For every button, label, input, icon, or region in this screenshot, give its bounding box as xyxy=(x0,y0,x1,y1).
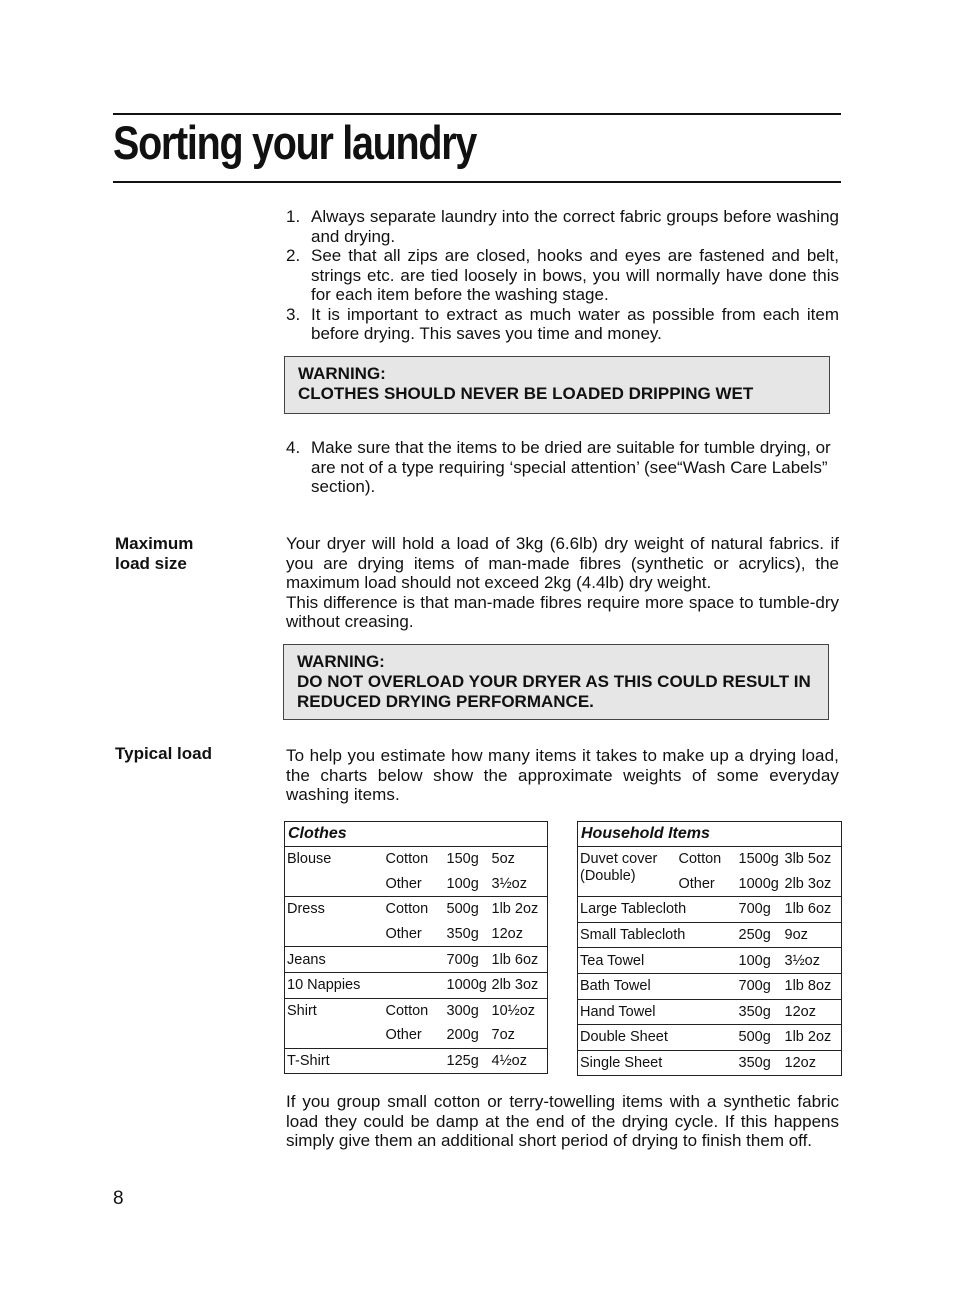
weight-imperial: 3lb 5oz xyxy=(784,851,832,868)
step-item xyxy=(286,438,839,497)
item-name: Tea Towel xyxy=(578,948,737,974)
table-row xyxy=(285,847,548,872)
item-name: Small Tablecloth xyxy=(578,922,737,948)
table-header: Household Items xyxy=(578,822,842,847)
fabric-type xyxy=(384,947,445,973)
weight-grams: 300g xyxy=(445,998,490,1023)
table-row xyxy=(578,1025,842,1051)
page-title: Sorting your laundry xyxy=(113,116,477,169)
fabric-type: Cotton xyxy=(385,851,429,868)
weight-imperial: 7oz xyxy=(491,1027,515,1044)
fabric-type: Other xyxy=(385,875,422,892)
household-items-weight-table xyxy=(577,821,842,1076)
fabric-type xyxy=(384,1048,445,1074)
table-header: Clothes xyxy=(285,822,548,847)
item-name: Blouse xyxy=(287,851,332,868)
item-name: Dress xyxy=(285,897,384,922)
item-name xyxy=(285,1023,384,1048)
weight-grams: 1000g xyxy=(738,875,779,892)
weight-grams: 350g xyxy=(737,1050,783,1076)
weight-grams: 700g xyxy=(737,973,783,999)
item-name: Bath Towel xyxy=(578,973,737,999)
step-item xyxy=(286,207,839,246)
page-number: 8 xyxy=(113,1188,124,1209)
clothes-weight-table xyxy=(284,821,548,1074)
weight-imperial: 9oz xyxy=(783,922,842,948)
sorting-steps-list-continued xyxy=(286,438,839,497)
table-row xyxy=(285,897,548,922)
weight-imperial: 12oz xyxy=(491,926,523,943)
table-row xyxy=(285,922,548,947)
table-row xyxy=(285,872,548,897)
paragraph: Your dryer will hold a load of 3kg (6.6lb) dry weight of natural fabrics. if you are drying items of man-made fibres (synthetic or acrylics), the maximum load should not exceed 2kg (4.4lb) dry weight. xyxy=(286,534,839,592)
table-row xyxy=(285,1048,548,1074)
item-name xyxy=(285,922,384,947)
weight-imperial: 4½oz xyxy=(490,1048,548,1074)
weight-imperial: 12oz xyxy=(783,1050,842,1076)
title-bottom-rule xyxy=(113,181,841,183)
fabric-type: Cotton xyxy=(678,851,722,868)
fabric-type: Other xyxy=(385,926,422,943)
section-heading-typical-load: Typical load xyxy=(115,744,212,763)
table-row xyxy=(578,973,842,999)
fabric-type: Cotton xyxy=(384,998,445,1023)
step-text: It is important to extract as much water as possible from each item before drying. This saves you time and money. xyxy=(311,304,839,343)
step-number: 1. xyxy=(286,207,301,226)
item-name: Hand Towel xyxy=(578,999,737,1025)
weight-imperial: 1lb 8oz xyxy=(783,973,842,999)
step-number: 4. xyxy=(286,438,301,457)
item-name: Double Sheet xyxy=(578,1025,737,1051)
item-name: 10 Nappies xyxy=(285,972,384,998)
weight-imperial: 1lb 2oz xyxy=(783,1025,842,1051)
step-text: See that all zips are closed, hooks and eyes are fastened and belt, strings etc. are tied loosely in bows, you will normally have done this for each item before the washing stage. xyxy=(311,246,839,304)
item-name xyxy=(285,872,384,897)
weight-grams: 200g xyxy=(446,1027,479,1044)
item-name: Large Tablecloth xyxy=(578,897,737,923)
warning-label: WARNING: xyxy=(297,652,385,671)
weight-imperial: 3½oz xyxy=(491,875,527,892)
typical-load-intro: To help you estimate how many items it takes to make up a drying load, the charts below show the approximate weights of some everyday washing items. xyxy=(286,746,839,804)
weight-grams: 1000g xyxy=(445,972,490,998)
step-number: 2. xyxy=(286,246,301,265)
section-heading-maximum-load xyxy=(115,534,193,573)
weight-grams: 350g xyxy=(446,926,479,943)
weight-grams: 150g xyxy=(446,851,479,868)
maximum-load-text xyxy=(286,534,839,632)
table-row xyxy=(578,847,842,872)
weight-grams: 500g xyxy=(737,1025,783,1051)
weight-grams: 700g xyxy=(737,897,783,923)
table-row xyxy=(578,948,842,974)
warning-text: CLOTHES SHOULD NEVER BE LOADED DRIPPING WET xyxy=(298,384,754,403)
item-name: Shirt xyxy=(285,998,384,1023)
weight-grams: 350g xyxy=(737,999,783,1025)
step-item xyxy=(286,246,839,305)
item-name: T-Shirt xyxy=(285,1048,384,1074)
weight-imperial: 1lb 6oz xyxy=(490,947,548,973)
weight-grams: 125g xyxy=(445,1048,490,1074)
heading-line: load size xyxy=(115,553,187,573)
warning-label: WARNING: xyxy=(298,364,386,383)
weight-imperial: 10½oz xyxy=(490,998,548,1023)
fabric-type xyxy=(384,972,445,998)
item-name: Single Sheet xyxy=(578,1050,737,1076)
item-name: Duvet cover (Double) xyxy=(580,851,658,884)
table-row xyxy=(578,922,842,948)
step-text: Always separate laundry into the correct fabric groups before washing and drying. xyxy=(311,207,839,246)
paragraph: This difference is that man-made fibres require more space to tumble-dry without creasing. xyxy=(286,592,839,631)
closing-paragraph: If you group small cotton or terry-towelling items with a synthetic fabric load they could be damp at the end of the drying cycle. If this happens simply give them an additional short period of drying to finish them off. xyxy=(286,1092,839,1150)
weight-grams: 700g xyxy=(445,947,490,973)
weight-imperial: 2lb 3oz xyxy=(784,875,832,892)
weight-imperial: 5oz xyxy=(491,851,515,868)
step-text: Make sure that the items to be dried are suitable for tumble drying, or are not of a type requiring ‘special attention’ (see“Wash Care Labels” section). xyxy=(311,438,831,496)
weight-imperial: 1lb 2oz xyxy=(490,897,548,922)
weight-grams: 100g xyxy=(446,875,479,892)
warning-box-dripping-wet xyxy=(284,356,830,414)
item-name: Jeans xyxy=(285,947,384,973)
table-row xyxy=(578,897,842,923)
weight-imperial: 3½oz xyxy=(783,948,842,974)
warning-text: DO NOT OVERLOAD YOUR DRYER AS THIS COULD RESULT IN REDUCED DRYING PERFORMANCE. xyxy=(297,672,811,711)
weight-grams: 100g xyxy=(737,948,783,974)
weight-imperial: 2lb 3oz xyxy=(490,972,548,998)
table-row xyxy=(285,1023,548,1048)
step-item xyxy=(286,305,839,344)
heading-line: Maximum xyxy=(115,534,194,553)
warning-box-overload xyxy=(283,644,829,720)
table-row xyxy=(285,947,548,973)
fabric-type: Other xyxy=(385,1027,422,1044)
table-row xyxy=(578,1050,842,1076)
fabric-type: Other xyxy=(678,875,715,892)
sorting-steps-list xyxy=(286,207,839,344)
table-row xyxy=(578,999,842,1025)
table-row xyxy=(285,998,548,1023)
fabric-type: Cotton xyxy=(384,897,445,922)
weight-grams: 250g xyxy=(737,922,783,948)
step-number: 3. xyxy=(286,304,301,324)
weight-imperial: 1lb 6oz xyxy=(783,897,842,923)
weight-imperial: 12oz xyxy=(783,999,842,1025)
weight-grams: 1500g xyxy=(738,851,779,868)
table-row xyxy=(285,972,548,998)
weight-grams: 500g xyxy=(445,897,490,922)
